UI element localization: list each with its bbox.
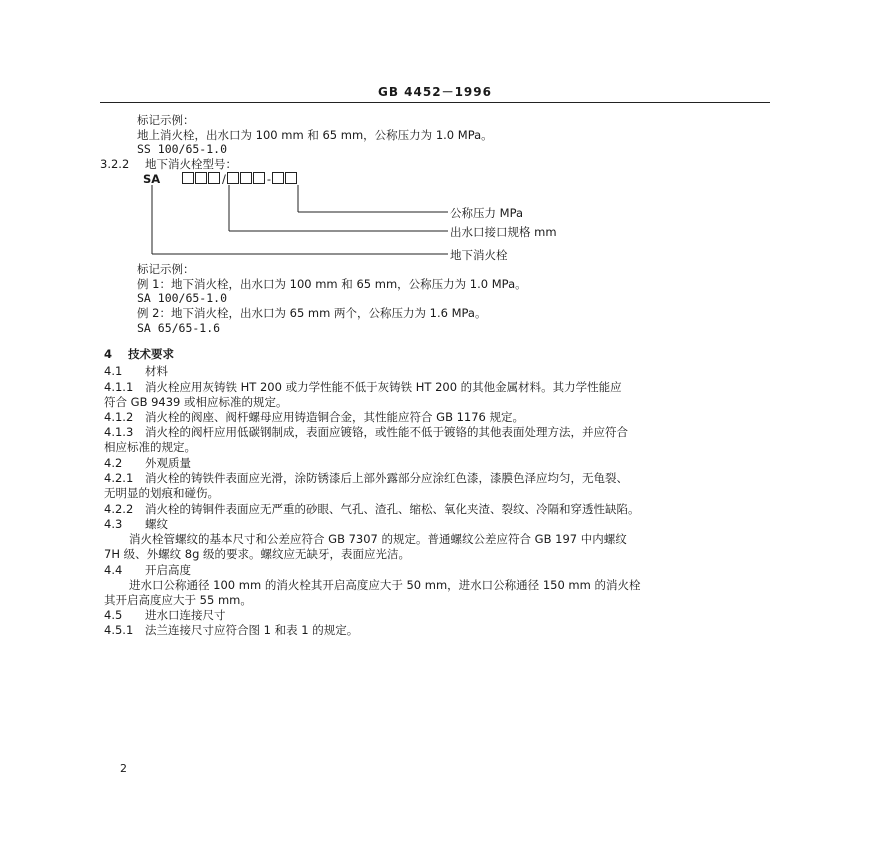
section-number-4-4: 4.4	[104, 563, 123, 577]
para-4-1-1-line2: 符合 GB 9439 或相应标准的规定。	[104, 395, 288, 409]
section-title-4-1: 材料	[145, 364, 168, 378]
section-number-4-2: 4.2	[104, 456, 123, 470]
para-4-1-3-line2: 相应标准的规定。	[104, 440, 196, 454]
section-number-4-5-1: 4.5.1	[104, 623, 134, 637]
callout-nominal-pressure: 公称压力 MPa	[450, 206, 524, 220]
marking-example-text: 地上消火栓，出水口为 100 mm 和 65 mm，公称压力为 1.0 MPa。	[137, 128, 493, 142]
section-title-4: 技术要求	[128, 347, 174, 361]
header-standard-number: GB 4452－1996	[378, 85, 492, 99]
section-number-4-1-2: 4.1.2	[104, 410, 134, 424]
page-number: 2	[120, 762, 127, 775]
section-title-4-3: 螺纹	[145, 517, 168, 531]
para-4-2-1-line2: 无明显的划痕和碰伤。	[104, 486, 219, 500]
para-4-1-1-line1: 消火栓应用灰铸铁 HT 200 或力学性能不低于灰铸铁 HT 200 的其他金属材料。其力学性能应	[145, 380, 622, 394]
section-number-4-5: 4.5	[104, 608, 123, 622]
section-number-4-3: 4.3	[104, 517, 123, 531]
section-title-4-2: 外观质量	[145, 456, 191, 470]
example-2-text: 例 2：地下消火栓，出水口为 65 mm 两个，公称压力为 1.6 MPa。	[137, 306, 487, 320]
section-title-4-5: 进水口连接尺寸	[145, 608, 226, 622]
model-prefix: SA	[143, 172, 161, 186]
para-4-4-line2: 其开启高度应大于 55 mm。	[104, 593, 252, 607]
section-title-4-4: 开启高度	[145, 563, 191, 577]
slash-separator: /	[222, 172, 226, 186]
section-number-4-1-3: 4.1.3	[104, 425, 134, 439]
marking-example-label: 标记示例：	[137, 113, 195, 127]
marking-example-label-2: 标记示例：	[137, 262, 195, 276]
para-4-2-2-line1: 消火栓的铸铜件表面应无严重的砂眼、气孔、渣孔、缩松、氧化夹渣、裂纹、冷隔和穿透性缺陷。	[145, 502, 640, 516]
marking-example-code: SS 100/65-1.0	[137, 142, 228, 156]
para-4-1-2-line1: 消火栓的阀座、阀杆螺母应用铸造铜合金，其性能应符合 GB 1176 规定。	[145, 410, 525, 424]
callout-underground-hydrant: 地下消火栓	[450, 248, 508, 262]
section-number-4-1-1: 4.1.1	[104, 380, 134, 394]
para-4-1-3-line1: 消火栓的阀杆应用低碳钢制成，表面应镀铬，或性能不低于镀铬的其他表面处理方法，并应符合	[145, 425, 628, 439]
example-1-code: SA 100/65-1.0	[137, 291, 228, 305]
section-number-3-2-2: 3.2.2	[100, 157, 130, 171]
para-4-5-1-line1: 法兰连接尺寸应符合图 1 和表 1 的规定。	[145, 623, 359, 637]
example-2-code: SA 65/65-1.6	[137, 321, 221, 335]
para-4-3-line2: 7H 级、外螺纹 8g 级的要求。螺纹应无缺牙，表面应光洁。	[104, 547, 411, 561]
example-1-text: 例 1：地下消火栓，出水口为 100 mm 和 65 mm，公称压力为 1.0 MPa。	[137, 277, 527, 291]
section-title-3-2-2: 地下消火栓型号：	[145, 157, 237, 171]
section-number-4: 4	[104, 347, 113, 361]
section-number-4-2-1: 4.2.1	[104, 471, 134, 485]
section-number-4-1: 4.1	[104, 364, 123, 378]
para-4-2-1-line1: 消火栓的铸铁件表面应光滑，涂防锈漆后上部外露部分应涂红色漆，漆膜色泽应均匀，无龟裂、	[145, 471, 628, 485]
callout-outlet-size: 出水口接口规格 mm	[450, 225, 557, 239]
dash-separator: -	[266, 172, 272, 186]
para-4-4-line1: 进水口公称通径 100 mm 的消火栓其开启高度应大于 50 mm，进水口公称通径 150 mm 的消火栓	[129, 578, 641, 592]
section-number-4-2-2: 4.2.2	[104, 502, 134, 516]
para-4-3-line1: 消火栓管螺纹的基本尺寸和公差应符合 GB 7307 的规定。普通螺纹公差应符合 GB 197 中内螺纹	[129, 532, 627, 546]
